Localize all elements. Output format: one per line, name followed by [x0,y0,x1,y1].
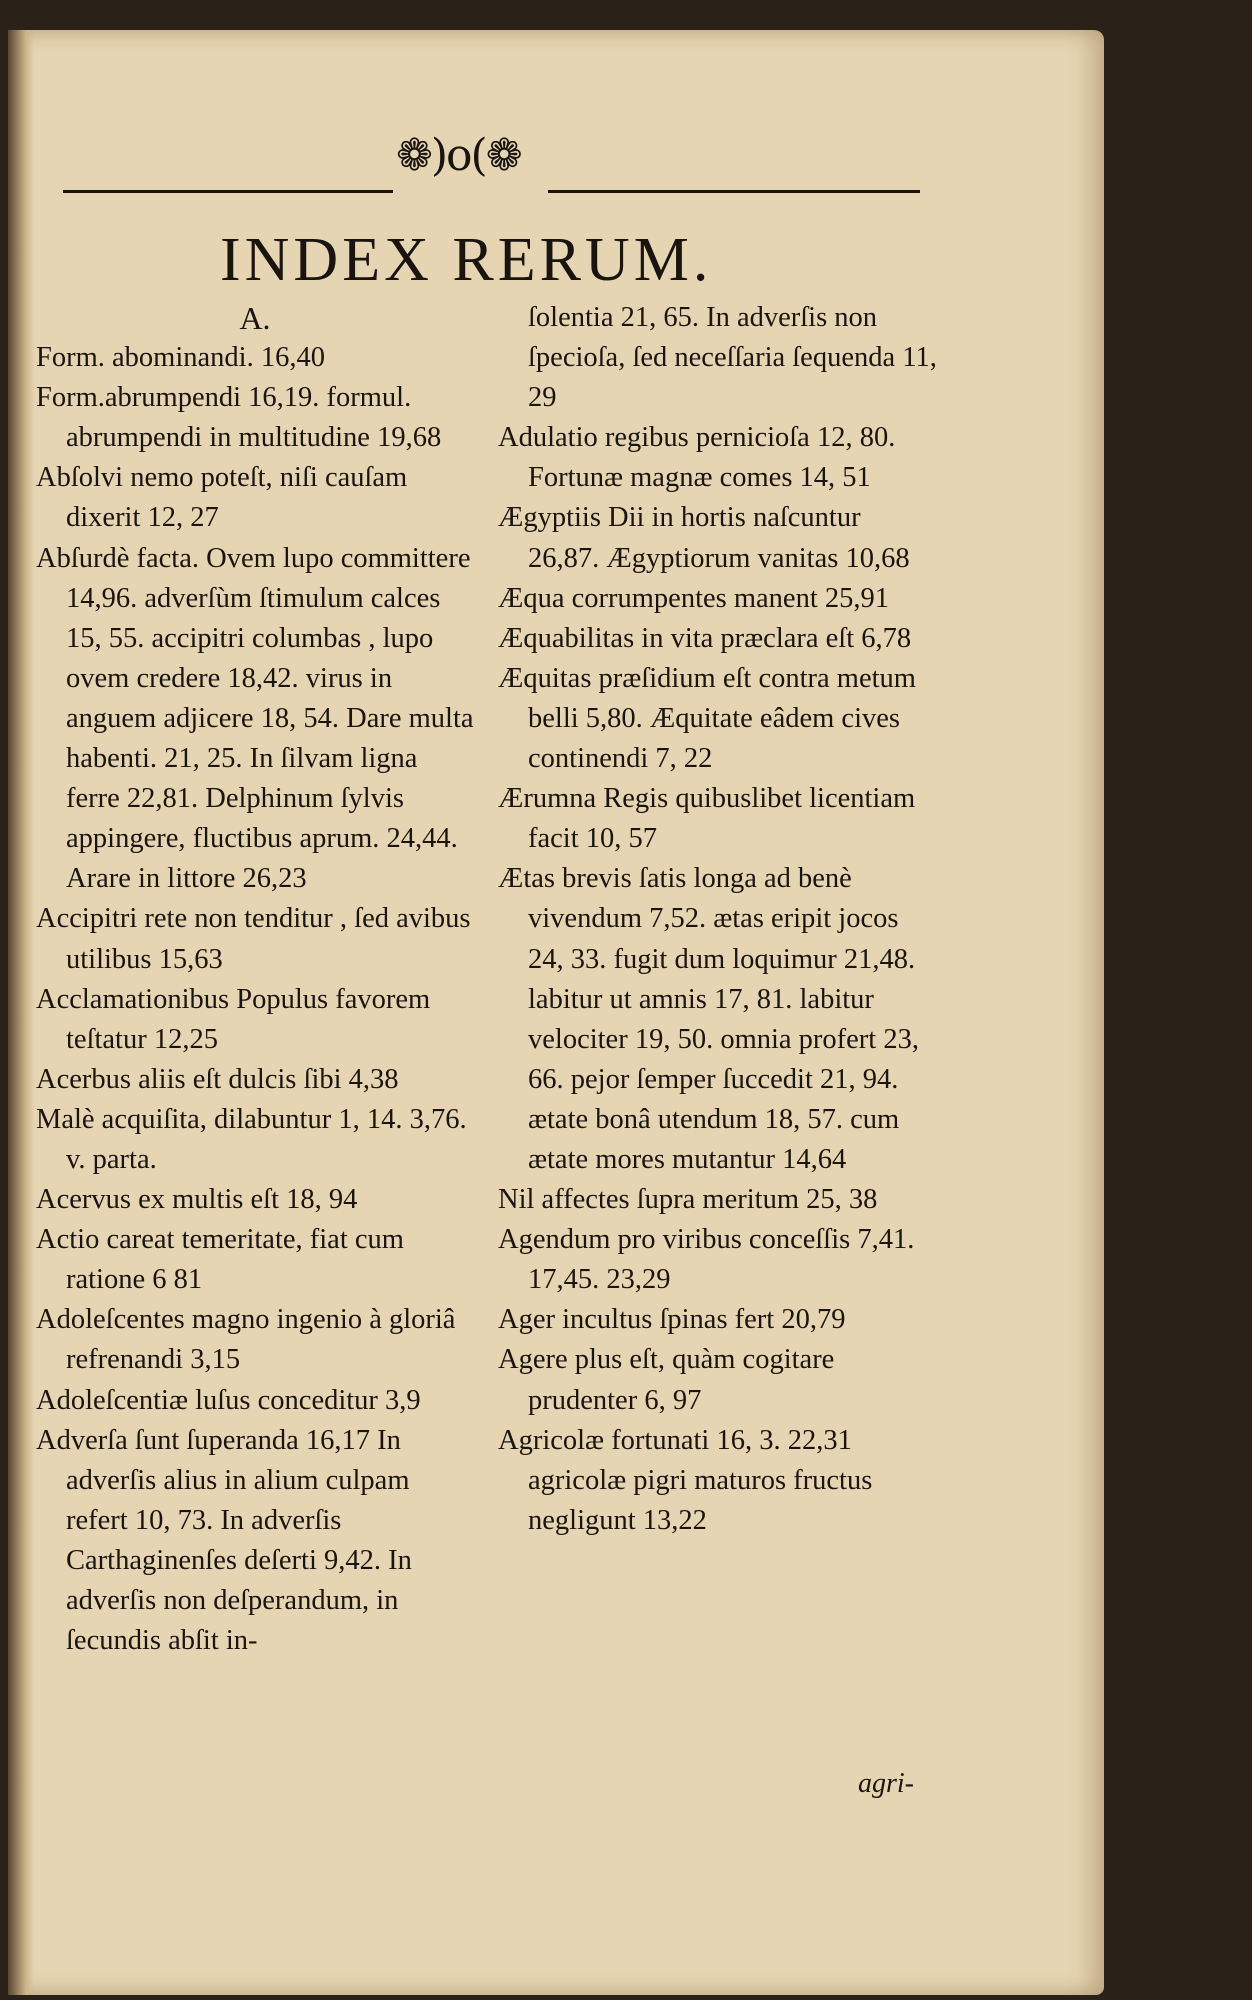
index-entry: Abſurdè facta. Ovem lupo committere 14,96. adverſùm ſtimulum calces 15, 55. accipitri columbas , lupo ovem credere 18,42. virus in anguem adjicere 18, 54. Dare multa habenti. 21, 25. In ſilvam ligna ferre 22,81. Delphinum ſylvis appingere, fluctibus aprum. 24,44. Arare in littore 26,23 [36,542,474,895]
index-entry: Æquitas præſidium eſt contra metum belli 5,80. Æquitate eâdem cives continendi 7, 22 [498,662,916,775]
index-entry: Æqua corrumpentes manent 25,91 [498,582,889,614]
index-entry: Agere plus eſt, quàm cogitare prudenter 6, 97 [498,1344,835,1416]
index-entry: Actio careat temeritate, fiat cum ratione 6 81 [36,1224,404,1296]
index-entry: Ætas brevis ſatis longa ad benè vivendum 7,52. ætas eripit jocos 24, 33. fugit dum loquimur 21,48. labitur ut amnis 17, 81. labitur velociter 19, 50. omnia profert 23, 66. pejor ſemper ſuccedit 21, 94. ætate bonâ utendum 18, 57. cum ætate mores mutantur 14,64 [498,863,919,1175]
index-entry: Adoleſcentiæ luſus conceditur 3,9 [36,1384,421,1416]
index-entry: Agricolæ fortunati 16, 3. 22,31 agricolæ pigri maturos fructus negligunt 13,22 [498,1424,873,1536]
index-entry: Abſolvi nemo poteſt, niſi cauſam dixerit 12, 27 [36,462,408,534]
index-entry: Ager incultus ſpinas fert 20,79 [498,1304,846,1336]
index-entry: Ægyptiis Dii in hortis naſcuntur 26,87. Ægyptiorum vanitas 10,68 [498,502,910,574]
index-entry: Acerbus aliis eſt dulcis ſibi 4,38 [36,1063,399,1095]
index-entry: Ærumna Regis quibuslibet licentiam facit 10, 57 [498,783,916,855]
index-entry: Adverſa ſunt ſuperanda 16,17 In adverſis alius in alium culpam refert 10, 73. In adverſis Carthaginenſes deſerti 9,42. In adverſis non deſperandum, in ſecundis abſit in- [36,1424,412,1657]
header-rule-left [63,190,393,193]
index-entry: Acervus ex multis eſt 18, 94 [36,1184,358,1216]
left-column [36,298,474,1661]
index-entry: Malè acquiſita, dilabuntur 1, 14. 3,76. v. parta. [36,1103,467,1175]
right-column [498,298,938,1541]
index-entry: Form. abominandi. 16,40 [36,342,325,374]
continued-entry: ſolentia 21, 65. In adverſis non ſpecioſa, ſed neceſſaria ſequenda 11, 29 [528,302,937,414]
index-entry: Acclamationibus Populus favorem teſtatur 12,25 [36,983,431,1055]
page-title: INDEX RERUM. [220,226,713,294]
header-ornament: ❁)o(❁ [396,130,521,181]
section-letter: A. [239,300,271,336]
index-entry: Adulatio regibus pernicioſa 12, 80. Fortunæ magnæ comes 14, 51 [498,422,896,494]
catchword: agri- [858,1768,914,1799]
index-entry: Nil affectes ſupra meritum 25, 38 [498,1184,878,1216]
book-spine-shadow [8,30,34,1995]
index-entry: Form.abrumpendi 16,19. formul. abrumpendi in multitudine 19,68 [36,382,442,454]
index-entry: Adoleſcentes magno ingenio à gloriâ refrenandi 3,15 [36,1304,456,1376]
header-rule-right [548,190,920,193]
book-page [8,30,1104,1995]
index-entry: Accipitri rete non tenditur , ſed avibus utilibus 15,63 [36,903,471,975]
index-entry: Agendum pro viribus conceſſis 7,41. 17,45. 23,29 [498,1224,915,1296]
index-entry: Æquabilitas in vita præclara eſt 6,78 [498,622,912,654]
